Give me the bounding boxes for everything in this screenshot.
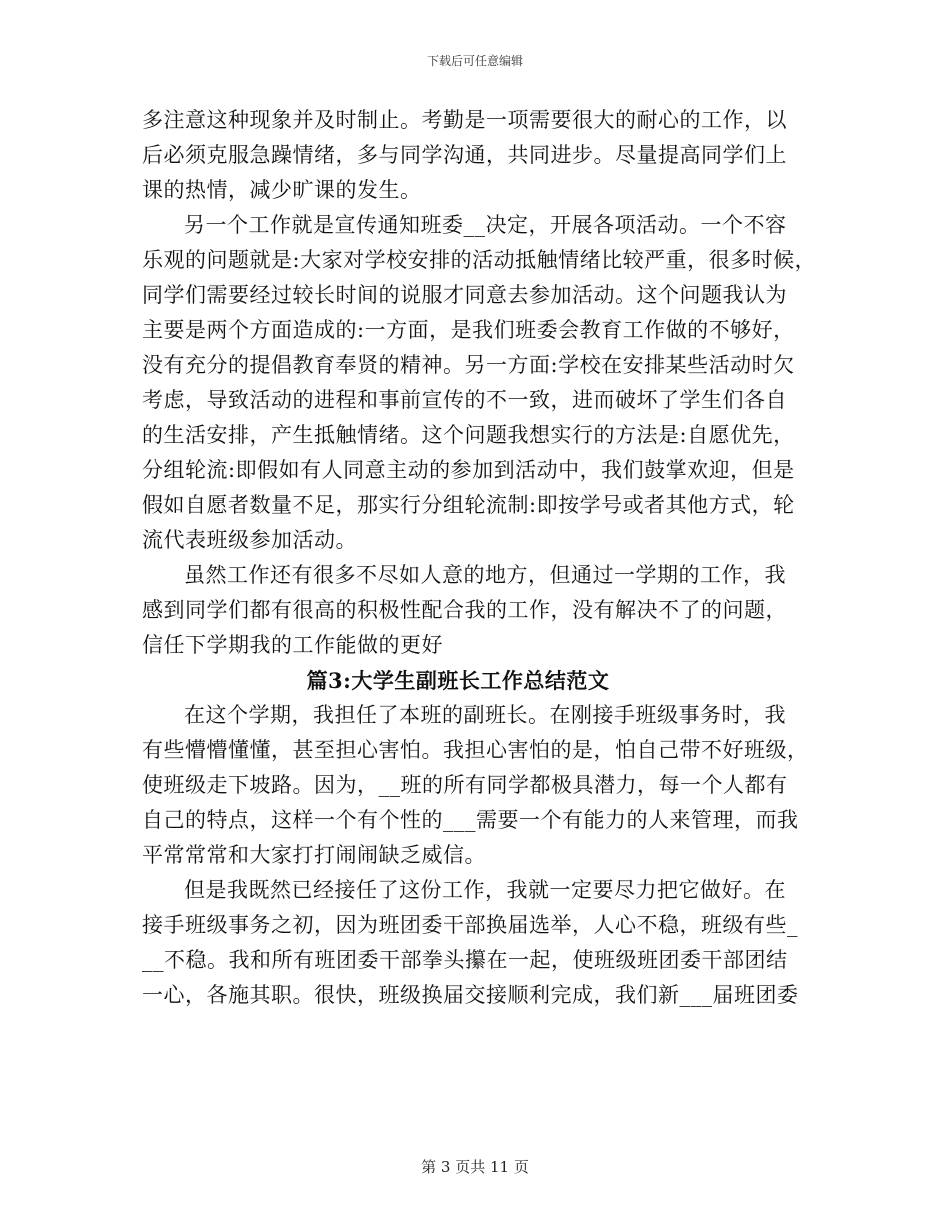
text-line: __不稳。我和所有班团委干部拳头攥在一起，使班级班团委干部团结 xyxy=(142,948,788,972)
text-line: 乐观的问题就是:大家对学校安排的活动抵触情绪比较严重，很多时候， xyxy=(142,248,817,272)
paragraph-start-line: 但是我既然已经接任了这份工作，我就一定要尽力把它做好。在 xyxy=(184,878,786,902)
text-line: 没有充分的提倡教育奉贤的精神。另一方面:学校在安排某些活动时欠 xyxy=(142,353,795,377)
text-line: 假如自愿者数量不足，那实行分组轮流制:即按学号或者其他方式，轮 xyxy=(142,493,795,517)
page-header-note: 下载后可任意编辑 xyxy=(426,54,523,68)
text-line: 后必须克服急躁情绪，多与同学沟通，共同进步。尽量提高同学们上 xyxy=(142,143,787,167)
paragraph-start-line: 在这个学期，我担任了本班的副班长。在刚接手班级事务时，我 xyxy=(184,703,786,727)
text-line: 接手班级事务之初，因为班团委干部换届选举，人心不稳，班级有些_ xyxy=(142,913,798,937)
text-line: 自己的特点，这样一个有个性的___需要一个有能力的人来管理，而我 xyxy=(142,808,799,832)
text-line: 平常常常和大家打打闹闹缺乏威信。 xyxy=(142,843,486,867)
text-line: 主要是两个方面造成的:一方面，是我们班委会教育工作做的不够好， xyxy=(142,318,795,342)
text-line: 一心，各施其职。很快，班级换届交接顺利完成，我们新___届班团委 xyxy=(142,983,799,1007)
text-line: 的生活安排，产生抵触情绪。这个问题我想实行的方法是:自愿优先， xyxy=(142,423,795,447)
text-line: 信任下学期我的工作能做的更好 xyxy=(142,633,443,657)
paragraph-start-line: 另一个工作就是宣传通知班委__决定，开展各项活动。一个不容 xyxy=(184,213,787,237)
text-line: 使班级走下坡路。因为，__班的所有同学都极具潜力，每一个人都有 xyxy=(142,773,788,797)
text-line: 多注意这种现象并及时制止。考勤是一项需要很大的耐心的工作，以 xyxy=(142,108,787,132)
section-heading: 篇3:大学生副班长工作总结范文 xyxy=(306,668,610,693)
text-line: 考虑，导致活动的进程和事前宣传的不一致，进而破坏了学生们各自 xyxy=(142,388,787,412)
document-body xyxy=(142,105,817,1015)
text-line: 课的热情，减少旷课的发生。 xyxy=(142,178,422,202)
text-line: 分组轮流:即假如有人同意主动的参加到活动中，我们鼓掌欢迎，但是 xyxy=(142,458,795,482)
text-line: 感到同学们都有很高的积极性配合我的工作，没有解决不了的问题， xyxy=(142,598,787,622)
paragraph-start-line: 虽然工作还有很多不尽如人意的地方，但通过一学期的工作，我 xyxy=(184,563,786,587)
text-line: 同学们需要经过较长时间的说服才同意去参加活动。这个问题我认为 xyxy=(142,283,787,307)
text-line: 流代表班级参加活动。 xyxy=(142,528,357,552)
text-line: 有些懵懵懂懂，甚至担心害怕。我担心害怕的是，怕自己带不好班级， xyxy=(142,738,809,762)
page-number: 第 3 页共 11 页 xyxy=(421,1158,529,1176)
